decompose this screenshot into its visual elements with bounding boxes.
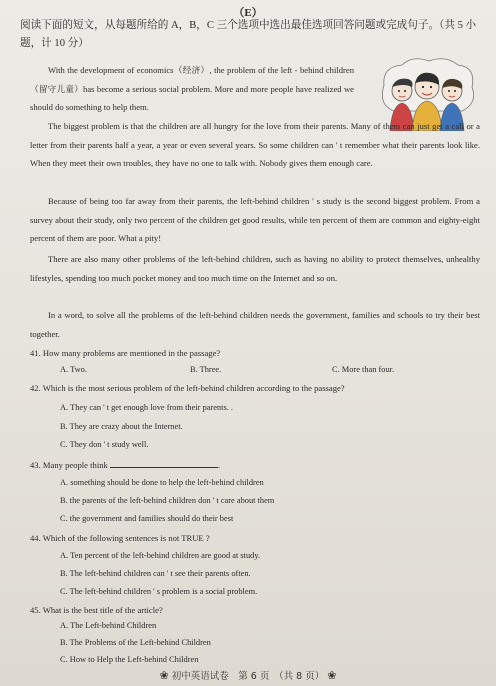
passage-paragraph-5: In a word, to solve all the problems of the left-behind children needs the government, families and schools to try their best together. (30, 310, 480, 339)
question-45-option-a: A. The Left-behind Children (60, 621, 157, 630)
instructions: 阅读下面的短文，从每题所给的 A，B，C 三个选项中选出最佳选项回答问题或完成句子。（共 5 小题，计 10 分） (20, 20, 477, 49)
page-footer (0, 668, 496, 682)
question-43-option-b: B. the parents of the left-behind children don ' t care about them (60, 496, 275, 505)
passage-paragraph-1: With the development of economics（经济）, the problem of the left - behind children（留守儿童）has become a serious social problem. More and more people have realized we should do something to help them. (30, 65, 354, 112)
question-45-option-b: B. The Problems of the Left-behind Children (60, 638, 211, 647)
passage-paragraph-4: There are also many other problems of the left-behind children, such as having no ability to protect themselves, unhealthy lifestyles, spending too much pocket money and too much time on the Internet and so on. (30, 254, 480, 283)
question-45: 45. What is the best title of the article? (30, 605, 163, 615)
question-41: 41. How many problems are mentioned in the passage? (30, 348, 221, 358)
question-44: 44. Which of the following sentences is not TRUE ? (30, 533, 210, 543)
question-42-option-a: A. They can ' t get enough love from their parents. . (60, 403, 233, 412)
question-42-option-b: B. They are crazy about the Internet. (60, 422, 183, 431)
passage-paragraph-2: The biggest problem is that the children are all hungry for the love from their parents. Many of them can just get a call or a letter from their parents half a year, a year or even several years. So some children can ' t remember what their parents look like. When they meet their own troubles, they have no one to talk with. Nobody gives them enough care. (30, 121, 480, 168)
page-number-text: 初中英语试卷 第 6 页 （共 8 页） (171, 671, 325, 682)
question-44-option-c: C. The left-behind children ' s problem is a social problem. (60, 587, 258, 596)
question-41-option-b: B. Three. (190, 365, 222, 374)
flower-ornament-icon: ❀ (327, 669, 337, 682)
question-44-option-b: B. The left-behind children can ' t see their parents often. (60, 569, 251, 578)
question-41-option-c: C. More than four. (332, 365, 395, 374)
section-title: （E） (233, 7, 263, 19)
question-42-option-c: C. They don ' t study well. (60, 440, 149, 449)
question-41-option-a: A. Two. (60, 365, 87, 374)
answer-blank (110, 458, 221, 470)
question-43-stem: 43. Many people think (30, 460, 108, 470)
question-43-stem-end: . (217, 460, 221, 470)
flower-ornament-icon: ❀ (159, 669, 169, 682)
question-44-option-a: A. Ten percent of the left-behind children are good at study. (60, 551, 261, 560)
passage-paragraph-3: Because of being too far away from their parents, the left-behind children ' s study is the second biggest problem. From a survey about their study, only two percent of the children get good results, while ten percent of them are common and eighty-eight percent of them are poor. What a pity! (30, 196, 480, 243)
question-43 (30, 458, 480, 472)
question-42: 42. Which is the most serious problem of the left-behind children according to the passage? (30, 383, 345, 393)
question-45-option-c: C. How to Help the Left-behind Children (60, 655, 199, 664)
question-43-option-a: A. something should be done to help the left-behind children (60, 478, 264, 487)
question-43-option-c: C. the government and families should do their best (60, 514, 234, 523)
